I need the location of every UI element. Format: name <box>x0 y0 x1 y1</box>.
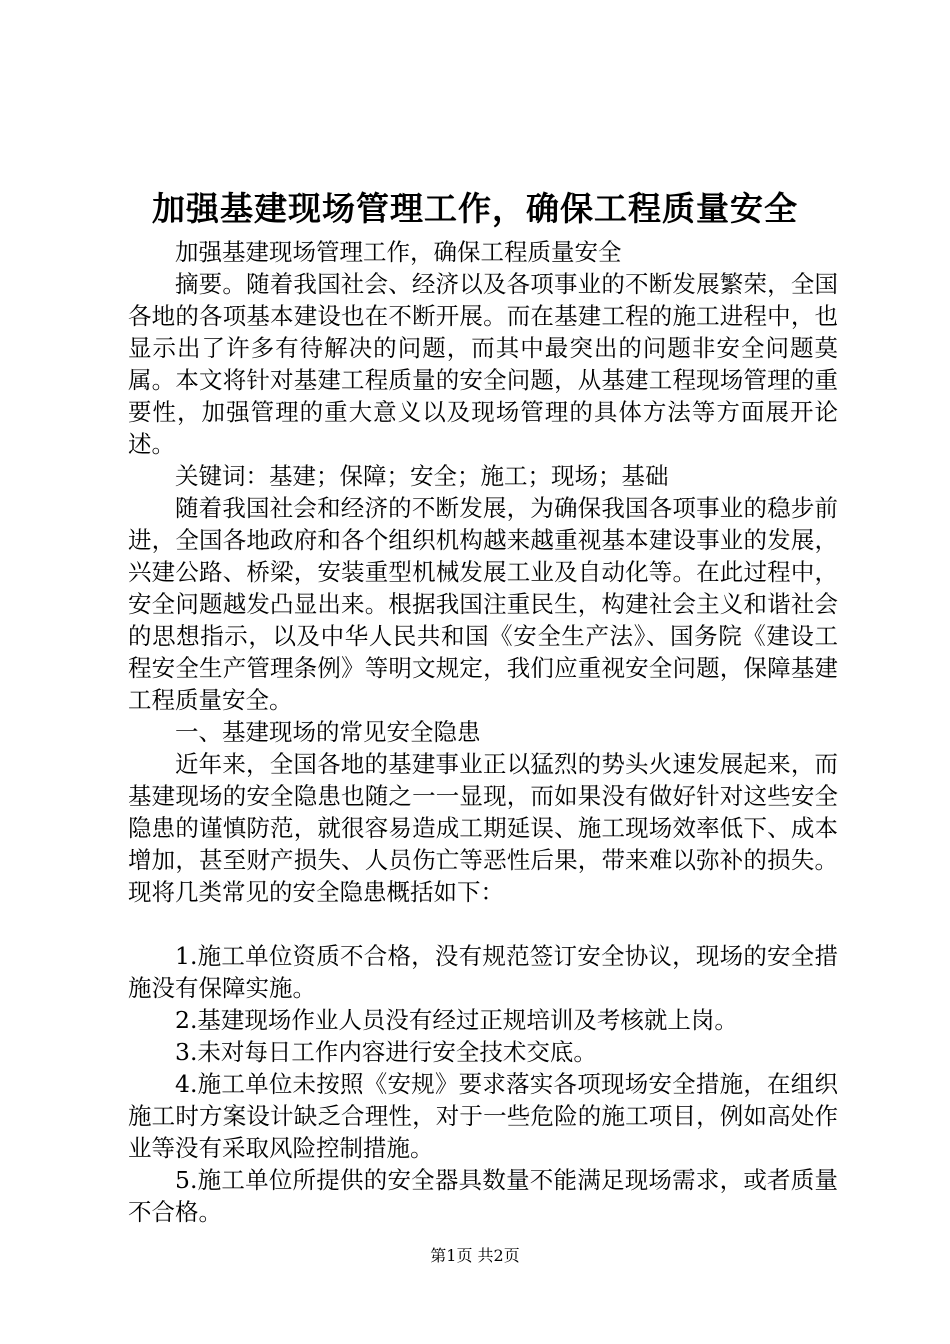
list-item-2: 2.基建现场作业人员没有经过正规培训及考核就上岗。 <box>175 1006 738 1034</box>
paragraph-keywords: 关键词：基建；保障；安全；施工；现场；基础 <box>175 462 669 490</box>
page-footer: 第1页 共2页 <box>430 1246 520 1265</box>
section-heading-1: 一、基建现场的常见安全隐患 <box>175 718 481 746</box>
list-item-4: 4.施工单位未按照《安规》要求落实各项现场安全措施，在组织施工时方案设计缺乏合理性，对于一些危险的施工项目，例如高处作业等没有采取风险控制措施。 <box>128 1070 838 1162</box>
paragraph-subtitle: 加强基建现场管理工作，确保工程质量安全 <box>175 238 622 266</box>
list-item-3: 3.未对每日工作内容进行安全技术交底。 <box>175 1038 597 1066</box>
paragraph-intro: 随着我国社会和经济的不断发展，为确保我国各项事业的稳步前进，全国各地政府和各个组织机构越来越重视基本建设事业的发展，兴建公路、桥梁，安装重型机械发展工业及自动化等。在此过程中，安全问题越发凸显出来。根据我国注重民生，构建社会主义和谐社会的思想指示，以及中华人民共和国《安全生产法》、国务院《建设工程安全生产管理条例》等明文规定，我们应重视安全问题，保障基建工程质量安全。 <box>128 494 838 714</box>
document-title: 加强基建现场管理工作，确保工程质量安全 <box>152 189 798 228</box>
paragraph-section-1: 近年来，全国各地的基建事业正以猛烈的势头火速发展起来，而基建现场的安全隐患也随之一一显现，而如果没有做好针对这些安全隐患的谨慎防范，就很容易造成工期延误、施工现场效率低下、成本增加，甚至财产损失、人员伤亡等恶性后果，带来难以弥补的损失。现将几类常见的安全隐患概括如下： <box>128 750 838 906</box>
list-item-5: 5.施工单位所提供的安全器具数量不能满足现场需求，或者质量不合格。 <box>128 1166 838 1226</box>
paragraph-abstract: 摘要。随着我国社会、经济以及各项事业的不断发展繁荣，全国各地的各项基本建设也在不断开展。而在基建工程的施工进程中，也显示出了许多有待解决的问题，而其中最突出的问题非安全问题莫属。本文将针对基建工程质量的安全问题，从基建工程现场管理的重要性，加强管理的重大意义以及现场管理的具体方法等方面展开论述。 <box>128 270 838 458</box>
document-body <box>128 236 838 1228</box>
list-item-1: 1.施工单位资质不合格，没有规范签订安全协议，现场的安全措施没有保障实施。 <box>128 942 838 1002</box>
